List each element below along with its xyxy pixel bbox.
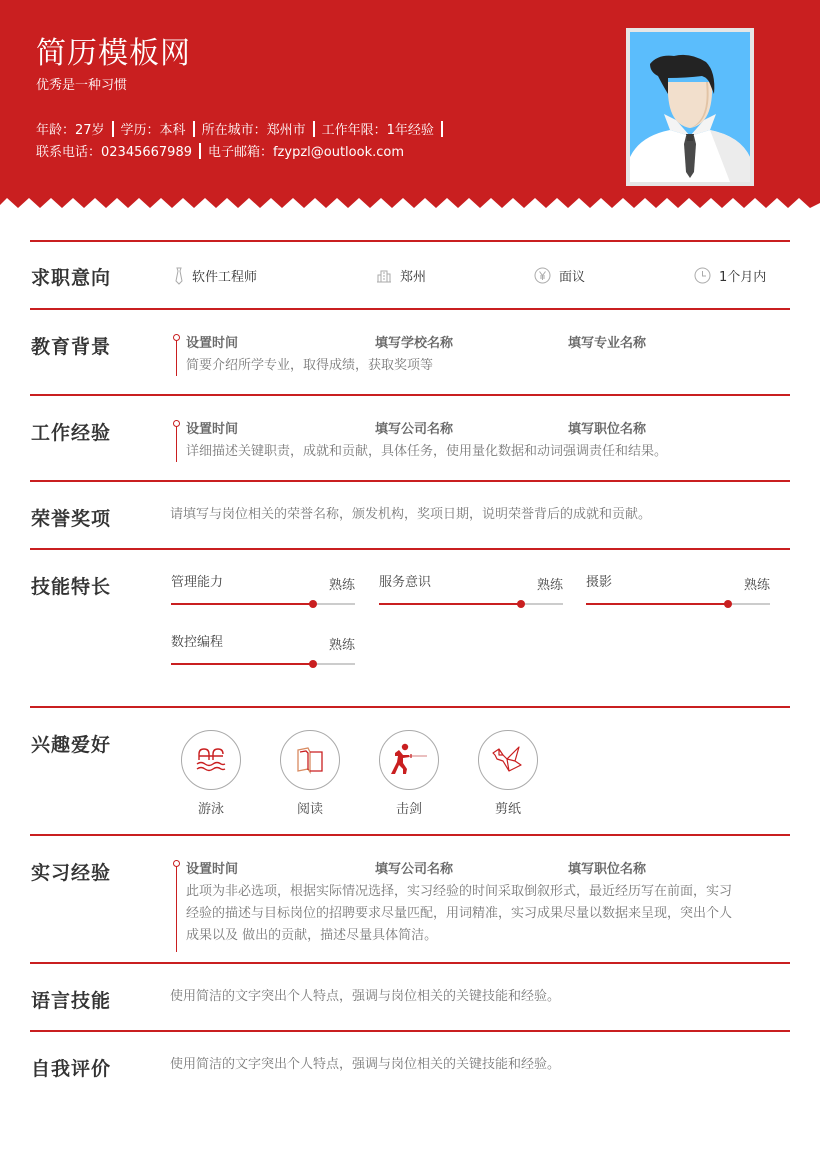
intent-city xyxy=(376,266,426,285)
work-position: 填写职位名称 xyxy=(568,422,647,437)
section-title: 荣誉奖项 xyxy=(31,508,112,530)
info-phone: 联系电话：02345667989 xyxy=(36,145,192,160)
intent-position-label: 软件工程师 xyxy=(192,270,258,285)
skill-progress-bar xyxy=(171,663,355,665)
work-company: 填写公司名称 xyxy=(375,422,454,437)
swimming-icon xyxy=(181,730,241,790)
info-divider xyxy=(112,121,114,137)
intent-salary xyxy=(534,266,585,285)
info-education: 学历：本科 xyxy=(120,123,186,138)
skill-progress-knob xyxy=(309,600,317,608)
timeline-dot xyxy=(173,860,180,867)
intern-description-line: 此项为非必选项，根据实际情况选择，实习经验的时间采取倒叙形式，最近经历写在前面，实习 xyxy=(186,884,733,899)
info-work-years: 工作年限：1年经验 xyxy=(321,123,434,138)
intern-company: 填写公司名称 xyxy=(375,862,454,877)
section-title: 自我评价 xyxy=(31,1058,112,1080)
hobby-item xyxy=(180,730,242,817)
section-hobbies xyxy=(30,706,790,834)
honors-description: 请填写与岗位相关的荣誉名称，颁发机构，奖项日期，说明荣誉背后的成就和贡献。 xyxy=(170,507,652,522)
section-internship xyxy=(30,834,790,962)
info-divider xyxy=(199,143,201,159)
work-time: 设置时间 xyxy=(186,422,239,437)
timeline-dot xyxy=(173,334,180,341)
basic-info-row-1 xyxy=(36,119,450,138)
section-work-experience xyxy=(30,394,790,480)
intern-description-line: 成果以及 做出的贡献，描述尽量具体简洁。 xyxy=(186,928,438,943)
timeline-line xyxy=(176,340,177,376)
intent-position xyxy=(174,266,257,285)
work-description: 详细描述关键职责，成就和贡献，具体任务，使用量化数据和动词强调责任和结果。 xyxy=(186,444,668,459)
intern-position: 填写职位名称 xyxy=(568,862,647,877)
intent-salary-label: 面议 xyxy=(559,270,586,285)
clock-icon xyxy=(694,267,711,284)
skill-progress-bar xyxy=(586,603,770,605)
info-email: 电子邮箱：fzypzl@outlook.com xyxy=(207,145,405,160)
section-title: 兴趣爱好 xyxy=(31,734,112,756)
skill-name: 服务意识 xyxy=(379,575,432,590)
skill-level: 熟练 xyxy=(328,578,355,593)
origami-crane-icon xyxy=(478,730,538,790)
hobby-label: 阅读 xyxy=(296,802,323,817)
timeline-dot xyxy=(173,420,180,427)
edu-major: 填写专业名称 xyxy=(568,336,647,351)
edu-description: 简要介绍所学专业，取得成绩，获取奖项等 xyxy=(186,358,434,373)
info-divider xyxy=(441,121,443,137)
skill-progress-knob xyxy=(724,600,732,608)
hobby-label: 击剑 xyxy=(395,802,422,817)
resume-motto: 优秀是一种习惯 xyxy=(36,78,128,93)
yen-icon xyxy=(534,267,551,284)
skill-name: 摄影 xyxy=(586,575,613,590)
basic-info-row-2 xyxy=(36,141,404,160)
hobby-item xyxy=(279,730,341,817)
section-title: 工作经验 xyxy=(31,422,112,444)
hobby-label: 游泳 xyxy=(197,802,224,817)
hobby-label: 剪纸 xyxy=(494,802,521,817)
hobby-item xyxy=(378,730,440,817)
section-education xyxy=(30,308,790,394)
skill-name: 管理能力 xyxy=(171,575,224,590)
info-divider xyxy=(313,121,315,137)
intern-time: 设置时间 xyxy=(186,862,239,877)
intent-availability xyxy=(694,266,766,285)
building-icon xyxy=(376,269,392,283)
avatar-man-tie-icon xyxy=(630,32,750,182)
section-language xyxy=(30,962,790,1030)
tie-icon xyxy=(174,267,184,285)
skill-progress-knob xyxy=(309,660,317,668)
book-icon xyxy=(280,730,340,790)
header-zigzag-edge xyxy=(0,197,820,209)
section-title: 实习经验 xyxy=(31,862,112,884)
edu-school: 填写学校名称 xyxy=(375,336,454,351)
timeline-line xyxy=(176,426,177,462)
skill-progress-knob xyxy=(517,600,525,608)
language-description: 使用简洁的文字突出个人特点，强调与岗位相关的关键技能和经验。 xyxy=(170,989,561,1004)
hobby-item xyxy=(477,730,539,817)
skill-item xyxy=(379,571,563,611)
intent-availability-label: 1个月内 xyxy=(719,270,767,285)
section-honors xyxy=(30,480,790,548)
resume-header xyxy=(0,0,820,198)
fencing-icon xyxy=(379,730,439,790)
section-title: 语言技能 xyxy=(31,990,112,1012)
skill-name: 数控编程 xyxy=(171,635,224,650)
section-self-evaluation xyxy=(30,1030,790,1110)
timeline-line xyxy=(176,866,177,952)
resume-name: 简历模板网 xyxy=(36,36,191,71)
info-age: 年龄：27岁 xyxy=(36,123,105,138)
section-title: 教育背景 xyxy=(31,336,112,358)
edu-time: 设置时间 xyxy=(186,336,239,351)
skill-item xyxy=(171,631,355,671)
section-title: 求职意向 xyxy=(31,267,112,289)
skill-progress-bar xyxy=(379,603,563,605)
skill-level: 熟练 xyxy=(743,578,770,593)
skill-item xyxy=(171,571,355,611)
section-skills xyxy=(30,548,790,706)
skill-level: 熟练 xyxy=(536,578,563,593)
info-divider xyxy=(193,121,195,137)
skill-progress-bar xyxy=(171,603,355,605)
profile-photo xyxy=(626,28,754,186)
section-title: 技能特长 xyxy=(31,576,112,598)
info-city: 所在城市：郑州市 xyxy=(201,123,306,138)
skill-level: 熟练 xyxy=(328,638,355,653)
skill-item xyxy=(586,571,770,611)
intent-city-label: 郑州 xyxy=(400,270,427,285)
intern-description-line: 经验的描述与目标岗位的招聘要求尽量匹配，用词精准，实习成果尽量以数据来呈现，突出个人 xyxy=(186,906,733,921)
section-job-intent xyxy=(30,240,790,308)
self-evaluation-description: 使用简洁的文字突出个人特点，强调与岗位相关的关键技能和经验。 xyxy=(170,1057,561,1072)
